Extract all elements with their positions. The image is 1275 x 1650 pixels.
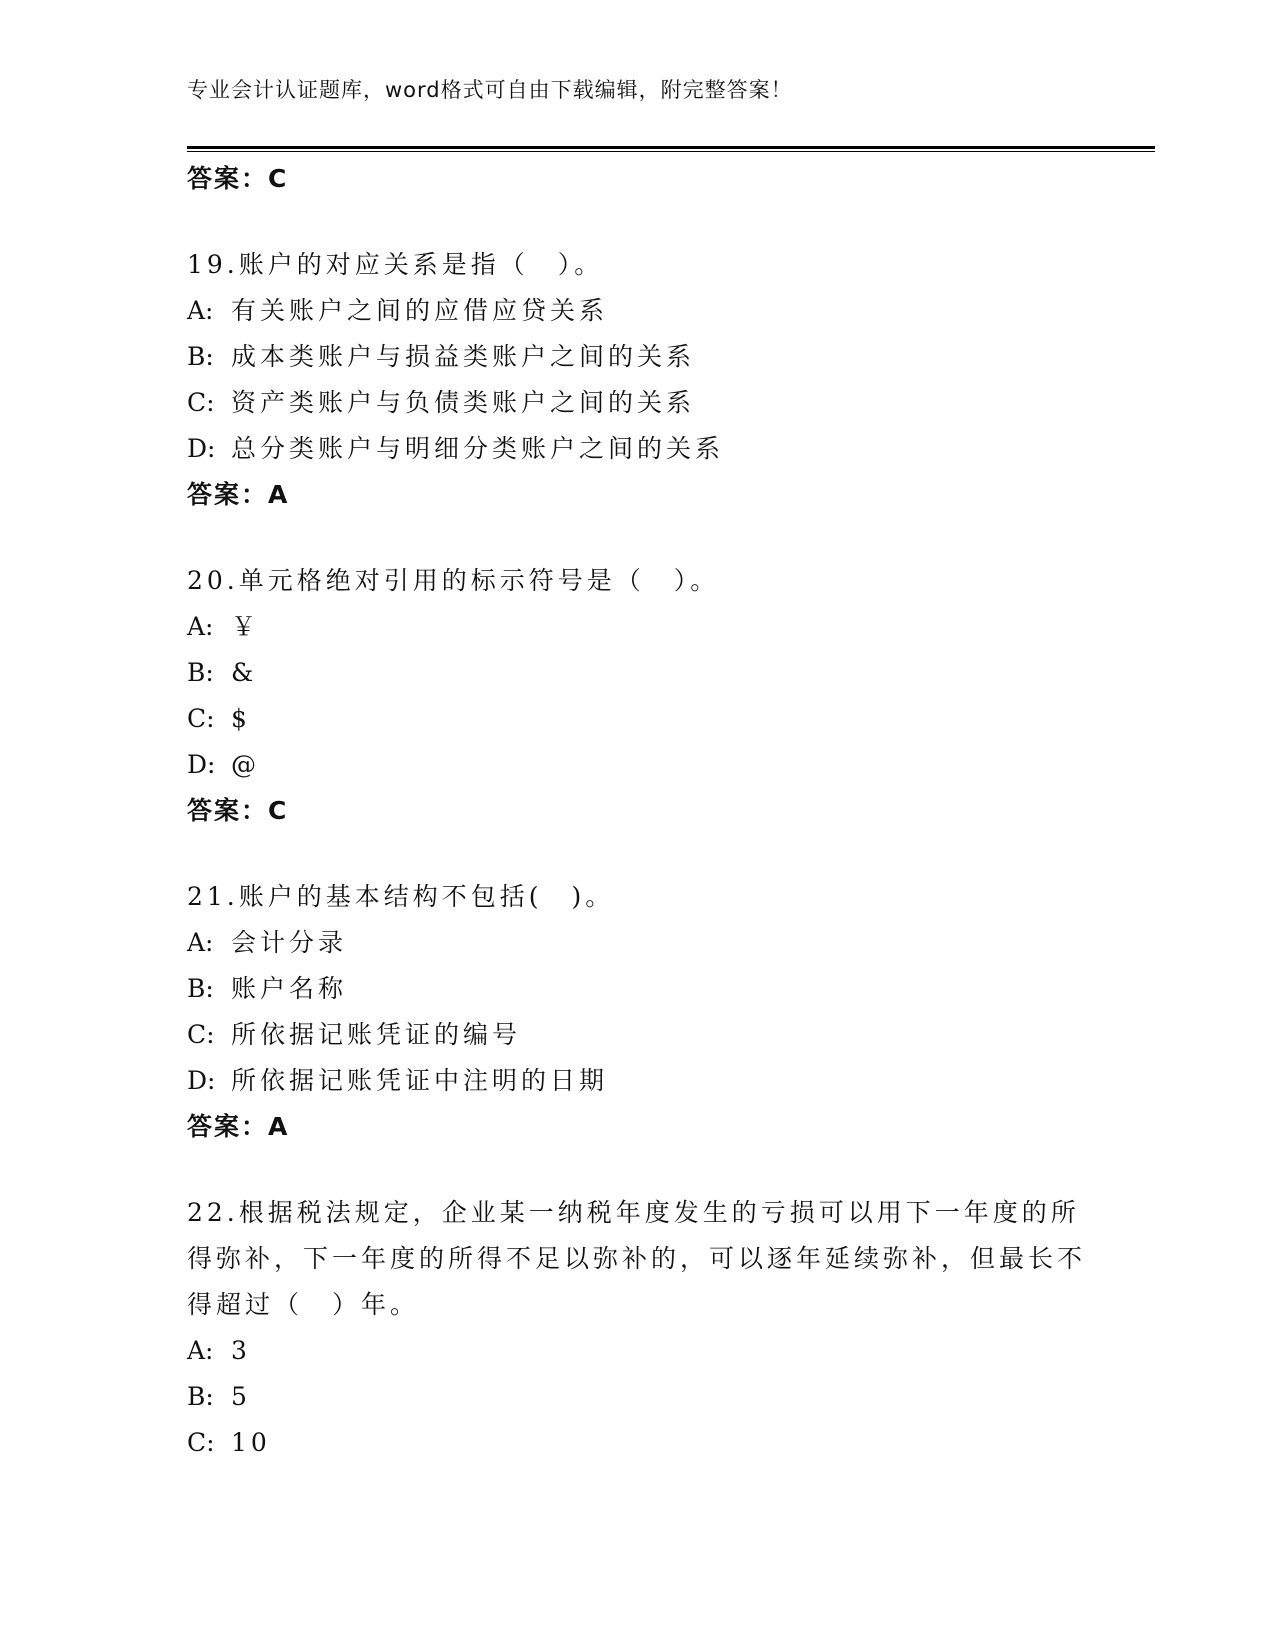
option-text: 所依据记账凭证中注明的日期 (231, 1066, 609, 1095)
option-label: A: (187, 1336, 214, 1365)
option-b (187, 650, 1087, 696)
option-text: 会计分录 (231, 928, 348, 957)
option-label: A: (187, 296, 214, 325)
option-text: 10 (231, 1428, 271, 1457)
option-text: & (231, 658, 258, 687)
question-text: 21.账户的基本结构不包括( )。 (187, 882, 615, 911)
question-22 (187, 1190, 1087, 1466)
option-label: A: (187, 612, 214, 641)
option-label: A: (187, 928, 214, 957)
option-d (187, 1058, 1087, 1104)
question-20 (187, 558, 1087, 834)
answer-line: 答案：C (187, 796, 289, 825)
question-21 (187, 874, 1087, 1150)
option-text: 总分类账户与明细分类账户之间的关系 (231, 434, 725, 463)
answer-line: 答案：C (187, 164, 289, 193)
option-label: D: (187, 750, 216, 779)
option-b (187, 334, 1087, 380)
option-text: ￥ (231, 612, 261, 641)
option-label: B: (187, 1382, 214, 1411)
option-text: 成本类账户与损益类账户之间的关系 (231, 342, 696, 371)
option-c (187, 696, 1087, 742)
option-text: 资产类账户与负债类账户之间的关系 (231, 388, 696, 417)
option-text: 账户名称 (231, 974, 348, 1003)
header-rule-thin (187, 151, 1155, 152)
question-19 (187, 242, 1087, 518)
option-label: D: (187, 434, 216, 463)
option-a (187, 288, 1087, 334)
option-d (187, 426, 1087, 472)
option-text: 有关账户之间的应借应贷关系 (231, 296, 609, 325)
option-d (187, 742, 1087, 788)
option-text: 5 (231, 1382, 251, 1411)
question-list (187, 156, 1087, 1466)
option-label: C: (187, 704, 215, 733)
option-b (187, 1374, 1087, 1420)
option-c (187, 380, 1087, 426)
option-label: C: (187, 1020, 215, 1049)
option-label: B: (187, 342, 214, 371)
header-rule-thick (187, 146, 1155, 149)
answer-line: 答案：A (187, 480, 290, 509)
option-b (187, 966, 1087, 1012)
option-c (187, 1420, 1087, 1466)
option-a (187, 920, 1087, 966)
option-a (187, 604, 1087, 650)
question-text: 19.账户的对应关系是指（ ）。 (187, 250, 604, 279)
option-a (187, 1328, 1087, 1374)
question-text: 22.根据税法规定，企业某一纳税年度发生的亏损可以用下一年度的所得弥补，下一年度的所得不足以弥补的，可以逐年延续弥补，但最长不得超过（ ）年。 (187, 1198, 1087, 1319)
answer-line: 答案：A (187, 1112, 290, 1141)
option-text: 3 (231, 1336, 251, 1365)
page-header: 专业会计认证题库，word格式可自由下载编辑，附完整答案！ (187, 78, 793, 102)
option-label: C: (187, 388, 215, 417)
option-label: B: (187, 658, 214, 687)
option-text: @ (231, 750, 260, 779)
option-label: D: (187, 1066, 216, 1095)
option-c (187, 1012, 1087, 1058)
option-label: B: (187, 974, 214, 1003)
option-text: $ (231, 704, 251, 733)
option-text: 所依据记账凭证的编号 (231, 1020, 522, 1049)
question-text: 20.单元格绝对引用的标示符号是（ ）。 (187, 566, 720, 595)
option-label: C: (187, 1428, 215, 1457)
